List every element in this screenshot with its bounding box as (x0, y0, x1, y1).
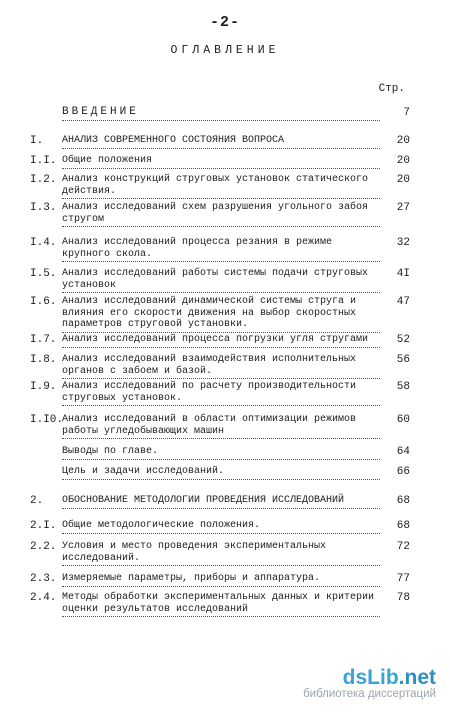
toc-entry-page: 47 (396, 296, 410, 308)
toc-entry-number: I.2. (30, 174, 57, 186)
toc-entry-number: I.I. (30, 155, 57, 167)
toc-entry-title: Общие положения (62, 155, 380, 169)
toc-entry-title: ВВЕДЕНИЕ (62, 107, 380, 121)
toc-entry-title: Анализ исследований работы системы подачи струговых установок (62, 268, 380, 293)
toc-entry-number: 2.2. (30, 541, 57, 553)
toc-entry-page: 52 (396, 334, 410, 346)
page-column-header: Стр. (378, 83, 405, 95)
toc-entry-title: Методы обработки экспериментальных данных и критерии оценки результатов исследований (62, 592, 380, 617)
toc-entry-page: 56 (396, 354, 410, 366)
toc-entry-number: I.I0. (30, 414, 64, 426)
toc-entry-page: 7 (403, 107, 410, 119)
toc-entry-title: Анализ исследований схем разрушения угольного забоя стругом (62, 202, 380, 227)
toc-entry-number: 2.4. (30, 592, 57, 604)
toc-entry-page: 78 (396, 592, 410, 604)
dslib-subtitle: библиотека диссертаций (303, 688, 436, 700)
toc-entry-title: Цель и задачи исследований. (62, 466, 380, 480)
toc-entry-number: I.3. (30, 202, 57, 214)
toc-entry-title: Измеряемые параметры, приборы и аппаратура. (62, 573, 380, 587)
toc-entry-number: 2.3. (30, 573, 57, 585)
toc-entry-number: I.5. (30, 268, 57, 280)
dslib-watermark (303, 666, 436, 700)
toc-entry-page: 20 (396, 135, 410, 147)
toc-title: ОГЛАВЛЕНИЕ (170, 44, 280, 57)
toc-entry-page: 68 (396, 495, 410, 507)
toc-entry-page: 20 (396, 174, 410, 186)
toc-entry-page: 32 (396, 237, 410, 249)
toc-entry-number: I.7. (30, 334, 57, 346)
toc-entry-page: 4I (396, 268, 410, 280)
toc-entry-title: Анализ конструкций струговых установок статического действия. (62, 174, 380, 199)
toc-entry-title: Анализ исследований в области оптимизации режимов работы угледобывающих машин (62, 414, 380, 439)
toc-entry-number: I.4. (30, 237, 57, 249)
toc-entry-title: Условия и место проведения экспериментальных исследований. (62, 541, 380, 566)
toc-entry-title: Общие методологические положения. (62, 520, 380, 534)
toc-entry-title: Анализ исследований динамической системы струга и влияния его скорости движения на выбор скоростных параметров струговой установки. (62, 296, 380, 333)
toc-entry-page: 66 (396, 466, 410, 478)
toc-entry-page: 27 (396, 202, 410, 214)
toc-entry-number: 2. (30, 495, 44, 507)
toc-entry-page: 77 (396, 573, 410, 585)
toc-entry-title: ОБОСНОВАНИЕ МЕТОДОЛОГИИ ПРОВЕДЕНИЯ ИССЛЕДОВАНИЙ (62, 495, 380, 509)
toc-entry-number: I. (30, 135, 44, 147)
toc-entry-title: Выводы по главе. (62, 446, 380, 460)
toc-entry-number: I.9. (30, 381, 57, 393)
toc-entry-number: I.8. (30, 354, 57, 366)
toc-entry-page: 60 (396, 414, 410, 426)
toc-entry-number: I.6. (30, 296, 57, 308)
toc-entry-page: 72 (396, 541, 410, 553)
toc-entry-page: 20 (396, 155, 410, 167)
toc-entry-page: 64 (396, 446, 410, 458)
toc-entry-title: Анализ исследований процесса резания в режиме крупного скола. (62, 237, 380, 262)
page-number: -2- (209, 14, 240, 31)
toc-entry-title: Анализ исследований по расчету производительности струговых установок. (62, 381, 380, 406)
toc-entry-number: 2.I. (30, 520, 57, 532)
toc-entry-page: 58 (396, 381, 410, 393)
toc-entry-page: 68 (396, 520, 410, 532)
dslib-logo: dsLib.net (342, 666, 436, 689)
toc-entry-title: Анализ исследований взаимодействия исполнительных органов с забоем и базой. (62, 354, 380, 379)
toc-entry-title: АНАЛИЗ СОВРЕМЕННОГО СОСТОЯНИЯ ВОПРОСА (62, 135, 380, 149)
toc-entry-title: Анализ исследований процесса погрузки угля стругами (62, 334, 380, 348)
